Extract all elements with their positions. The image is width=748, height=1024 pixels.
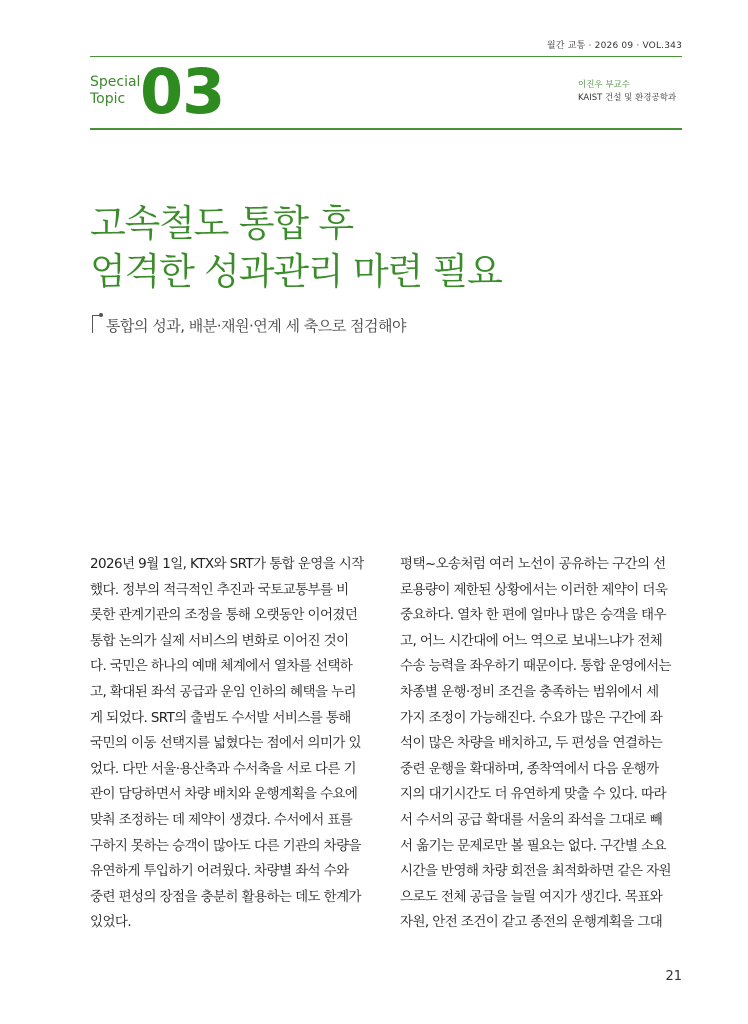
article-title-line-1: 고속철도 통합 후 — [90, 202, 353, 245]
body-line: 게 되었다. SRT의 출범도 수서발 서비스를 통해 — [90, 709, 351, 726]
body-line: 2026년 9월 1일, KTX와 SRT가 통합 운영을 시작 — [90, 556, 364, 572]
body-line: 중련 운행을 확대하며, 종착역에서 다음 운행까 — [400, 760, 659, 777]
magazine-masthead: 월간 교통 · 2026 09 · VOL.343 — [546, 41, 682, 51]
page-number: 21 — [665, 969, 682, 984]
body-line: 다. 국민은 하나의 예매 체계에서 열차를 선택하 — [90, 658, 353, 675]
section-number: 03 — [140, 55, 225, 128]
article-title-line-2: 엄격한 성과관리 마련 필요 — [90, 250, 502, 293]
body-line: 중요하다. 열차 한 편에 얼마나 많은 승객을 태우 — [400, 607, 666, 624]
section-label-special: Special — [90, 74, 141, 90]
body-line: 통합 논의가 실제 서비스의 변화로 이어진 것이 — [90, 632, 349, 649]
body-line: 서 옮기는 문제로만 볼 필요는 없다. 구간별 소요 — [400, 837, 666, 854]
article-title — [90, 200, 502, 296]
author-name: 이진우 부교수 — [578, 80, 630, 90]
body-line: 지의 대기시간도 더 유연하게 맞출 수 있다. 따라 — [400, 786, 666, 803]
body-column-left — [90, 552, 372, 936]
article-subtitle: 통합의 성과, 배분·재원·연계 세 축으로 점검해야 — [106, 317, 406, 335]
body-line: 서 수서의 공급 확대를 서울의 좌석을 그대로 빼 — [400, 811, 663, 828]
body-line: 수송 능력을 좌우하기 때문이다. 통합 운영에서는 — [400, 658, 671, 675]
body-line: 석이 많은 차량을 배치하고, 두 편성을 연결하는 — [400, 735, 663, 752]
body-line: 관이 담당하면서 차량 배치와 운행계획을 수요에 — [90, 786, 358, 803]
body-line: 로용량이 제한된 상황에서는 이러한 제약이 더욱 — [400, 581, 668, 598]
body-line: 맞춰 조정하는 데 제약이 생겼다. 수서에서 표를 — [90, 811, 353, 828]
header-bottom-rule — [90, 128, 682, 130]
body-line: 있었다. — [90, 914, 132, 931]
section-label — [90, 74, 140, 108]
body-line: 차종별 운행·정비 조건을 충족하는 범위에서 세 — [400, 683, 659, 700]
author-block — [578, 79, 676, 105]
body-line: 유연하게 투입하기 어려웠다. 차량별 좌석 수와 — [90, 863, 349, 880]
body-line: 자원, 안전 조건이 같고 종전의 운행계획을 그대 — [400, 914, 663, 931]
body-line: 구하지 못하는 승객이 많아도 다른 기관의 차량을 — [90, 837, 361, 854]
body-line: 평택~오송처럼 여러 노선이 공유하는 구간의 선 — [400, 556, 666, 572]
body-line: 고, 어느 시간대에 어느 역으로 보내느냐가 전체 — [400, 632, 663, 649]
body-line: 었다. 다만 서울·용산축과 수서축을 서로 다른 기 — [90, 760, 356, 777]
section-label-topic: Topic — [90, 91, 126, 107]
body-line: 국민의 이동 선택지를 넓혔다는 점에서 의미가 있 — [90, 735, 361, 752]
body-line: 했다. 정부의 적극적인 추진과 국토교통부를 비 — [90, 581, 349, 598]
body-line: 가지 조정이 가능해진다. 수요가 많은 구간에 좌 — [400, 709, 663, 726]
body-line: 으로도 전체 공급을 늘릴 여지가 생긴다. 목표와 — [400, 888, 663, 905]
body-line: 시간을 반영해 차량 회전을 최적화하면 같은 자원 — [400, 863, 671, 880]
body-line: 고, 확대된 좌석 공급과 운임 인하의 혜택을 누리 — [90, 683, 356, 700]
body-line: 롯한 관계기관의 조정을 통해 오랫동안 이어졌던 — [90, 607, 358, 624]
author-affiliation: KAIST 건설 및 환경공학과 — [578, 93, 677, 103]
body-column-right — [400, 552, 682, 936]
body-line: 중련 편성의 장점을 충분히 활용하는 데도 한계가 — [90, 888, 361, 905]
subtitle-marker-icon — [92, 315, 102, 333]
